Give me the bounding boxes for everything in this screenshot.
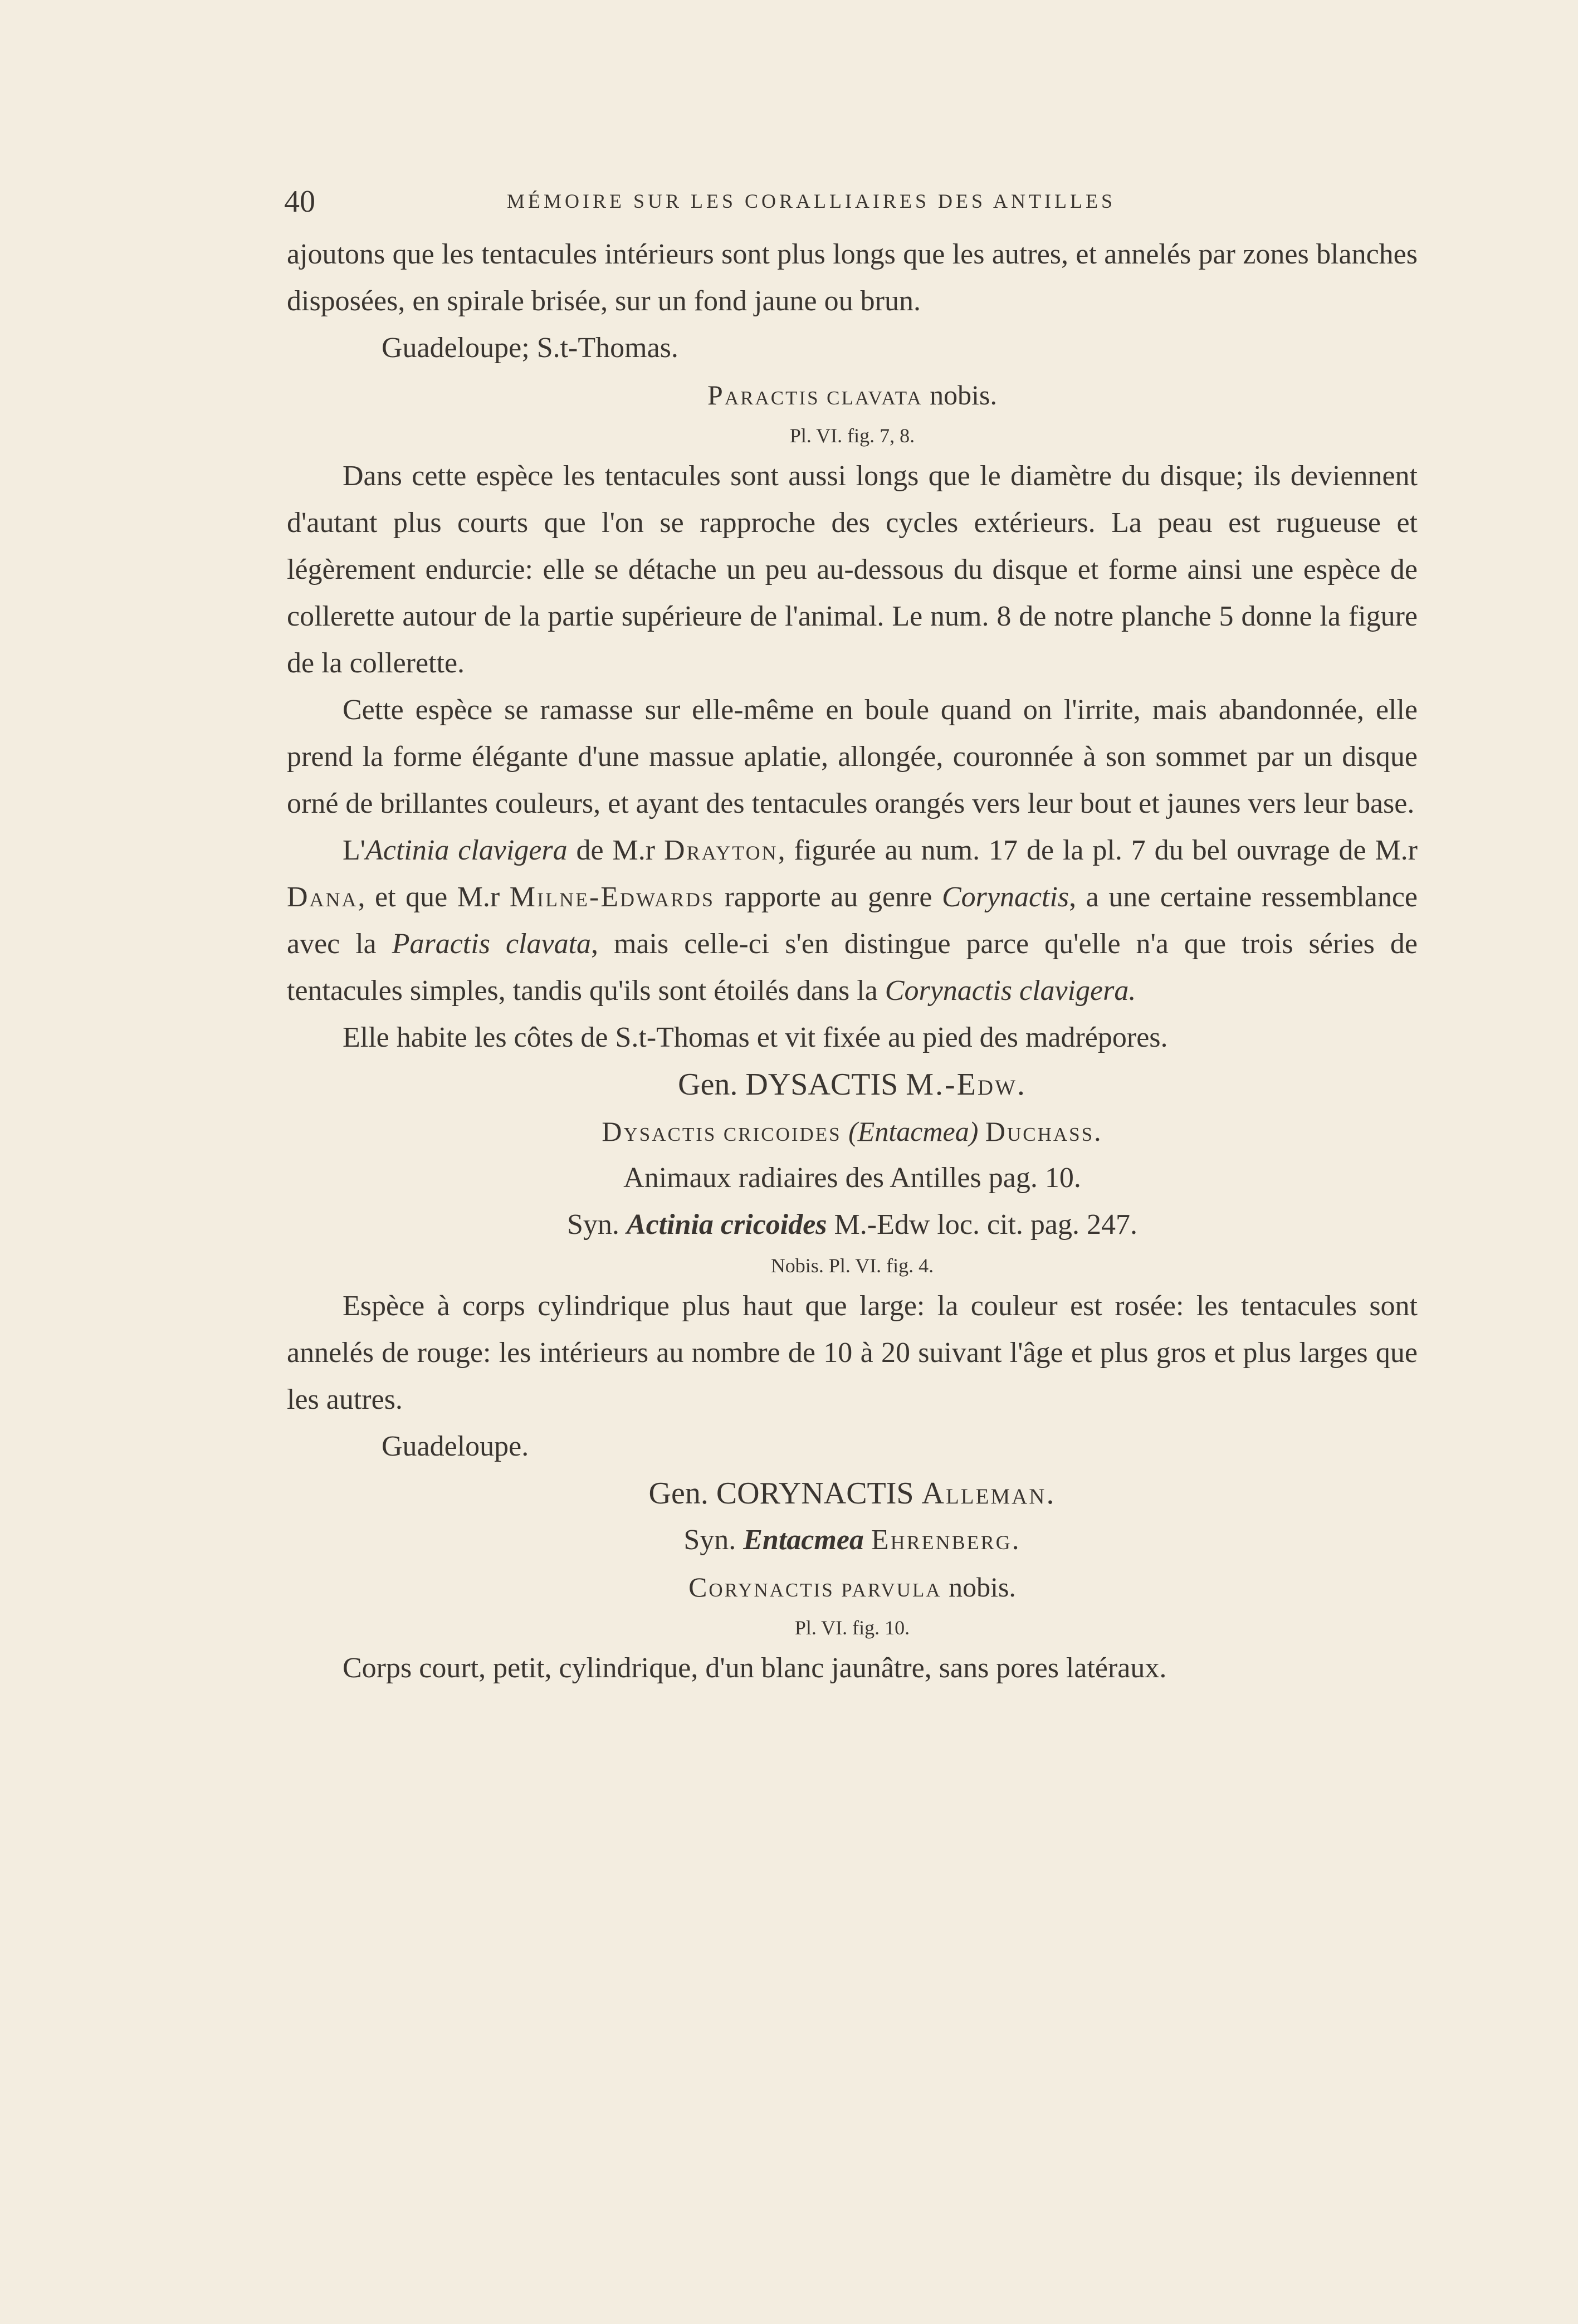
taxon-name: Corynactis clavigera. <box>885 975 1136 1007</box>
synonym-line <box>287 1517 1418 1564</box>
text-run: , mais celle-ci s'en distingue parce qu'elle n'a que trois séries de tentacules simples, tandis qu'ils sont étoilés dans la <box>287 928 1418 1007</box>
taxon-name: Paractis clavata <box>392 928 592 960</box>
paragraph-description: Espèce à corps cylindrique plus haut que large: la couleur est rosée: les tentacules sont annelés de rouge: les intérieurs au nombre de 10 à 20 suivant l'âge et plus gros et plus larges que les autres. <box>287 1290 1418 1415</box>
text-run: , figurée au num. 17 de la pl. 7 du bel ouvrage de M.r <box>778 834 1418 866</box>
locality-line: Guadeloupe. <box>382 1430 529 1462</box>
paragraph-comparison <box>287 827 1418 1014</box>
paragraph-continuation: ajoutons que les tentacules intérieurs sont plus longs que les autres, et annelés par zones blanches disposées, en spirale brisée, sur un fond jaune ou brun. <box>287 238 1418 317</box>
species-name: parvula <box>841 1571 942 1603</box>
genus-heading-corynactis <box>287 1470 1418 1517</box>
genus-author: M.-Edw. <box>906 1067 1027 1102</box>
plate-reference: Nobis. Pl. VI. fig. 4. <box>770 1254 934 1277</box>
genus-heading-text: Gen. CORYNACTIS <box>648 1476 914 1511</box>
synonym-citation: M.-Edw loc. cit. pag. 247. <box>834 1209 1137 1241</box>
genus-author: Alleman. <box>921 1476 1056 1511</box>
paragraph-description: Corps court, petit, cylindrique, d'un blanc jaunâtre, sans pores latéraux. <box>343 1652 1167 1684</box>
author-name: Dana <box>287 881 358 913</box>
taxon-name: Corynactis <box>941 881 1069 913</box>
genus-name: Corynactis <box>688 1571 834 1603</box>
synonym-name: Entacmea <box>743 1524 864 1556</box>
author-name: Drayton <box>664 834 778 866</box>
genus-name: Dysactis <box>602 1116 717 1147</box>
species-heading-corynactis-parvula <box>287 1564 1418 1610</box>
subgenus-name: (Entacmea) <box>848 1116 979 1147</box>
species-author: Duchass. <box>985 1116 1103 1147</box>
synonym-name: Actinia cricoides <box>626 1209 827 1241</box>
genus-heading-dysactis <box>287 1061 1418 1108</box>
page-header <box>284 184 1231 217</box>
citation-line: Animaux radiaires des Antilles pag. 10. <box>623 1162 1081 1194</box>
text-run: rapporte au genre <box>715 881 942 913</box>
synonym-label: Syn. <box>683 1524 736 1556</box>
species-author: nobis. <box>949 1571 1016 1603</box>
author-name: Milne-Edwards <box>509 881 715 913</box>
species-heading-dysactis-cricoides <box>287 1108 1418 1155</box>
synonym-author: Ehrenberg. <box>871 1524 1021 1556</box>
locality-line: Guadeloupe; S.t-Thomas. <box>382 332 678 364</box>
page-number: 40 <box>284 184 315 219</box>
text-run: L' <box>343 834 366 866</box>
plate-reference: Pl. VI. fig. 7, 8. <box>789 424 915 447</box>
running-title: MÉMOIRE SUR LES CORALLIAIRES DES ANTILLES <box>507 190 1116 212</box>
paragraph-description: Dans cette espèce les tentacules sont aussi longs que le diamètre du disque; ils deviennent d'autant plus courts que l'on se rapproche des cycles extérieurs. La peau est rugueuse et légèrement endurcie: elle se détache un peu au-dessous du disque et forme ainsi une espèce de collerette autour de la partie supérieure de l'animal. Le num. 8 de notre planche 5 donne la figure de la collerette. <box>287 460 1418 679</box>
species-name: cricoides <box>723 1116 842 1147</box>
species-heading-paractis-clavata <box>287 372 1418 418</box>
page-body <box>287 231 1418 1692</box>
text-run: , et que M.r <box>358 881 510 913</box>
species-author: nobis. <box>930 379 997 411</box>
genus-heading-text: Gen. DYSACTIS <box>678 1067 898 1102</box>
plate-reference: Pl. VI. fig. 10. <box>794 1617 910 1639</box>
genus-name: Paractis <box>707 379 820 411</box>
species-name: clavata <box>827 379 923 411</box>
synonym-label: Syn. <box>566 1209 619 1241</box>
synonym-line <box>287 1202 1418 1248</box>
text-run: de M.r <box>567 834 665 866</box>
paragraph-habitat: Elle habite les côtes de S.t-Thomas et vit fixée au pied des madrépores. <box>343 1022 1168 1053</box>
text-run: , a une certaine ressemblance avec la <box>287 881 1418 960</box>
paragraph-behaviour: Cette espèce se ramasse sur elle-même en boule quand on l'irrite, mais abandonnée, elle prend la forme élégante d'une massue aplatie, allongée, couronnée à son sommet par un disque orné de brillantes couleurs, et ayant des tentacules orangés vers leur bout et jaunes vers leur base. <box>287 694 1418 819</box>
taxon-name: Actinia clavigera <box>365 834 568 866</box>
